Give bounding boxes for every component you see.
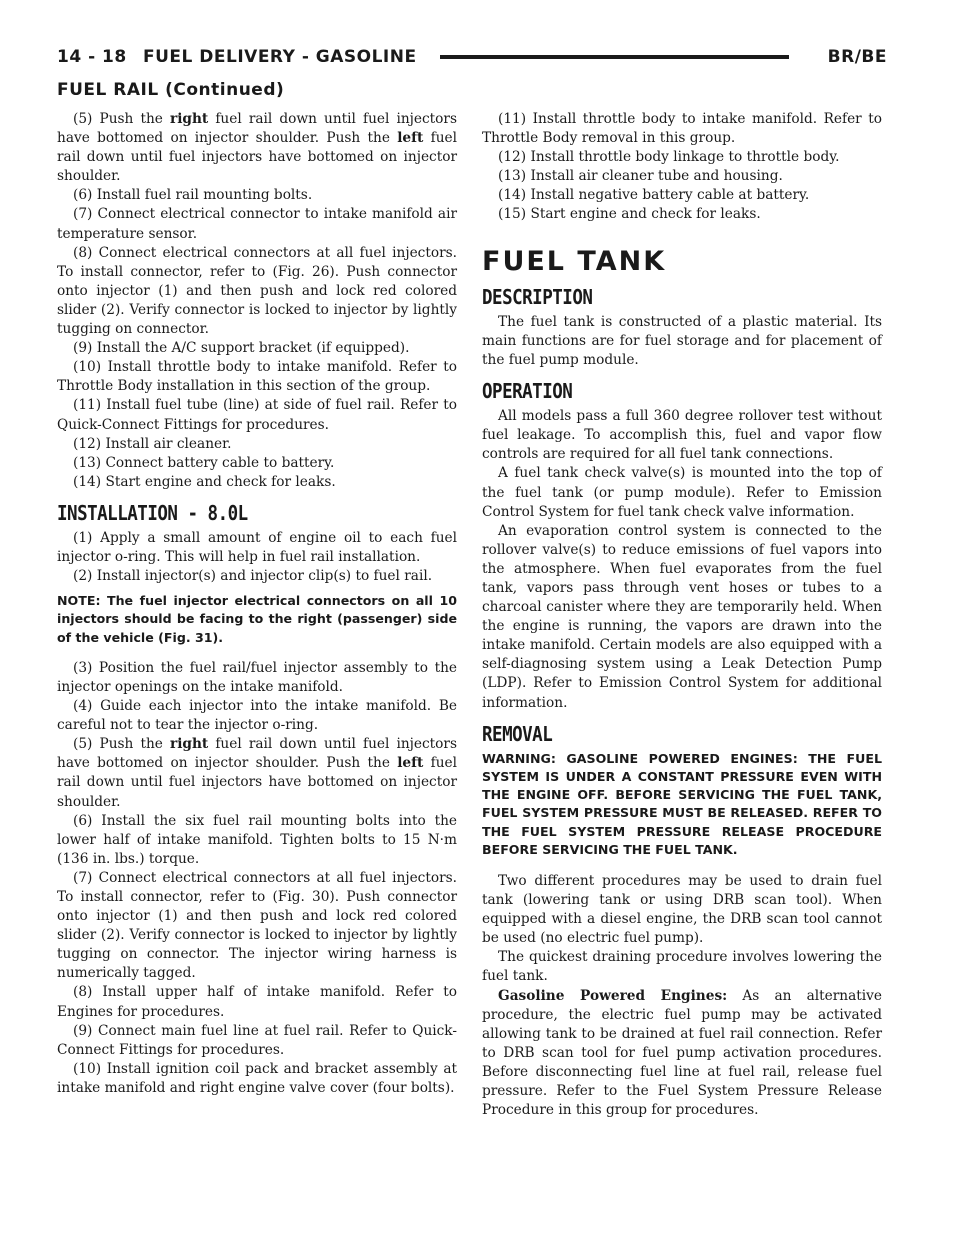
model-code: BR/BE (827, 47, 887, 67)
heading-operation: OPERATION (482, 380, 573, 404)
paragraph: (1) Apply a small amount of engine oil to each fuel injector o-ring. This will help in fuel rail installation. (57, 529, 457, 566)
section-title: FUEL DELIVERY - GASOLINE (143, 47, 417, 67)
paragraph: (13) Connect battery cable to battery. (73, 454, 335, 471)
paragraph: The quickest draining procedure involves lowering the fuel tank. (482, 949, 882, 985)
paragraph: (4) Guide each injector into the intake manifold. Be careful not to tear the injector o-ring. (57, 698, 457, 734)
paragraph: (10) Install throttle body to intake manifold. Refer to Throttle Body installation in this section of the group. (57, 359, 457, 395)
paragraph: (9) Connect main fuel line at fuel rail. Refer to Quick-Connect Fittings for procedures. (57, 1022, 457, 1058)
paragraph: (7) Connect electrical connectors at all fuel injectors. To install connector, refer to (Fig. 30). Push connector onto injector (1) and then push and lock red colored slider (2). Verify connector is locked to injector by lightly tugging on connector. The injector wiring harness is numerically tagged. (57, 869, 457, 982)
paragraph: (15) Start engine and check for leaks. (498, 206, 761, 223)
paragraph: (2) Install injector(s) and injector clip(s) to fuel rail. (73, 568, 433, 585)
heading-description: DESCRIPTION (482, 286, 593, 310)
paragraph: (6) Install fuel rail mounting bolts. (73, 187, 313, 204)
paragraph: (12) Install throttle body linkage to throttle body. (498, 149, 840, 166)
paragraph: (8) Connect electrical connectors at all fuel injectors. To install connector, refer to (Fig. 26). Push connector onto injector (1) and then push and lock red colored slider (2). Verify connector is locked to injector by lightly tugging on connector. (57, 244, 457, 338)
warning: WARNING: GASOLINE POWERED ENGINES: THE FUEL SYSTEM IS UNDER A CONSTANT PRESSURE EVEN WITH THE ENGINE OFF. BEFORE SERVICING THE FUEL TANK, FUEL SYSTEM PRESSURE MUST BE RELEASED. REFER TO THE FUEL SYSTEM PRESSURE RELEASE PROCEDURE BEFORE SERVICING THE FUEL TANK. (482, 750, 882, 857)
heading-installation: INSTALLATION - 8.0L (57, 502, 248, 526)
paragraph: Two different procedures may be used to drain fuel tank (lowering tank or using DRB scan tool). When equipped with a diesel engine, the DRB scan tool cannot be used (no electric fuel pump). (482, 872, 882, 947)
page-header (57, 47, 887, 73)
page-number: 14 - 18 (57, 47, 127, 67)
paragraph: (10) Install ignition coil pack and bracket assembly at intake manifold and right engine valve cover (four bolts). (57, 1060, 457, 1096)
paragraph: (11) Install throttle body to intake manifold. Refer to Throttle Body removal in this group. (482, 111, 882, 147)
note: NOTE: The fuel injector electrical connectors on all 10 injectors should be facing to the right (passenger) side of the vehicle (Fig. 31). (57, 593, 457, 645)
paragraph: (14) Start engine and check for leaks. (73, 473, 336, 490)
right-column (482, 110, 882, 1120)
paragraph: (5) Push the right fuel rail down until fuel injectors have bottomed on injector shoulder. Push the left fuel rail down until fuel injectors have bottomed on injector shoulder. (57, 111, 457, 185)
paragraph: A fuel tank check valve(s) is mounted into the top of the fuel tank (or pump module). Refer to Emission Control System for fuel tank check valve information. (482, 465, 882, 520)
paragraph: (12) Install air cleaner. (73, 435, 232, 452)
paragraph: (13) Install air cleaner tube and housing. (498, 168, 783, 185)
paragraph: All models pass a full 360 degree rollover test without fuel leakage. To accomplish this, fuel and vapor flow controls are required for all fuel tank connections. (482, 408, 882, 463)
paragraph: An evaporation control system is connected to the rollover valve(s) to reduce emissions of fuel vapors into the atmosphere. When fuel evaporates from the fuel tank, vapors pass through vent hoses or tubes to a charcoal canister where they are temporarily held. When the engine is running, the vapors are drawn into the intake manifold. Certain models are also equipped with a self-diagnosing system using a Leak Detection Pump (LDP). Refer to Emission Control System for additional information. (482, 522, 882, 711)
left-column (57, 110, 457, 1098)
header-rule (440, 55, 789, 59)
paragraph: (14) Install negative battery cable at battery. (498, 187, 810, 204)
paragraph: (7) Connect electrical connector to intake manifold air temperature sensor. (57, 206, 457, 242)
heading-fuel-tank: FUEL TANK (482, 245, 667, 277)
paragraph: (6) Install the six fuel rail mounting bolts into the lower half of intake manifold. Tighten bolts to 15 N·m (136 in. lbs.) torque. (57, 812, 457, 867)
heading-removal: REMOVAL (482, 723, 553, 747)
paragraph: Gasoline Powered Engines: As an alternative procedure, the electric fuel pump may be activated allowing tank to be drained at fuel rail connection. Refer to DRB scan tool for fuel pump activation procedures. Before disconnecting fuel line at fuel rail, release fuel pressure. Refer to the Fuel System Pressure Release Procedure in this group for procedures. (482, 987, 882, 1119)
paragraph: The fuel tank is constructed of a plastic material. Its main functions are for fuel storage and for placement of the fuel pump module. (482, 313, 882, 368)
paragraph: (3) Position the fuel rail/fuel injector assembly to the injector openings on the intake manifold. (57, 659, 457, 695)
continued-heading: FUEL RAIL (Continued) (57, 80, 285, 100)
paragraph: (11) Install fuel tube (line) at side of fuel rail. Refer to Quick-Connect Fittings for procedures. (57, 397, 457, 433)
paragraph: (8) Install upper half of intake manifold. Refer to Engines for procedures. (57, 984, 457, 1020)
paragraph: (5) Push the right fuel rail down until fuel injectors have bottomed on injector shoulder. Push the left fuel rail down until fuel injectors have bottomed on injector shoulder. (57, 736, 457, 810)
paragraph: (9) Install the A/C support bracket (if equipped). (73, 340, 410, 357)
